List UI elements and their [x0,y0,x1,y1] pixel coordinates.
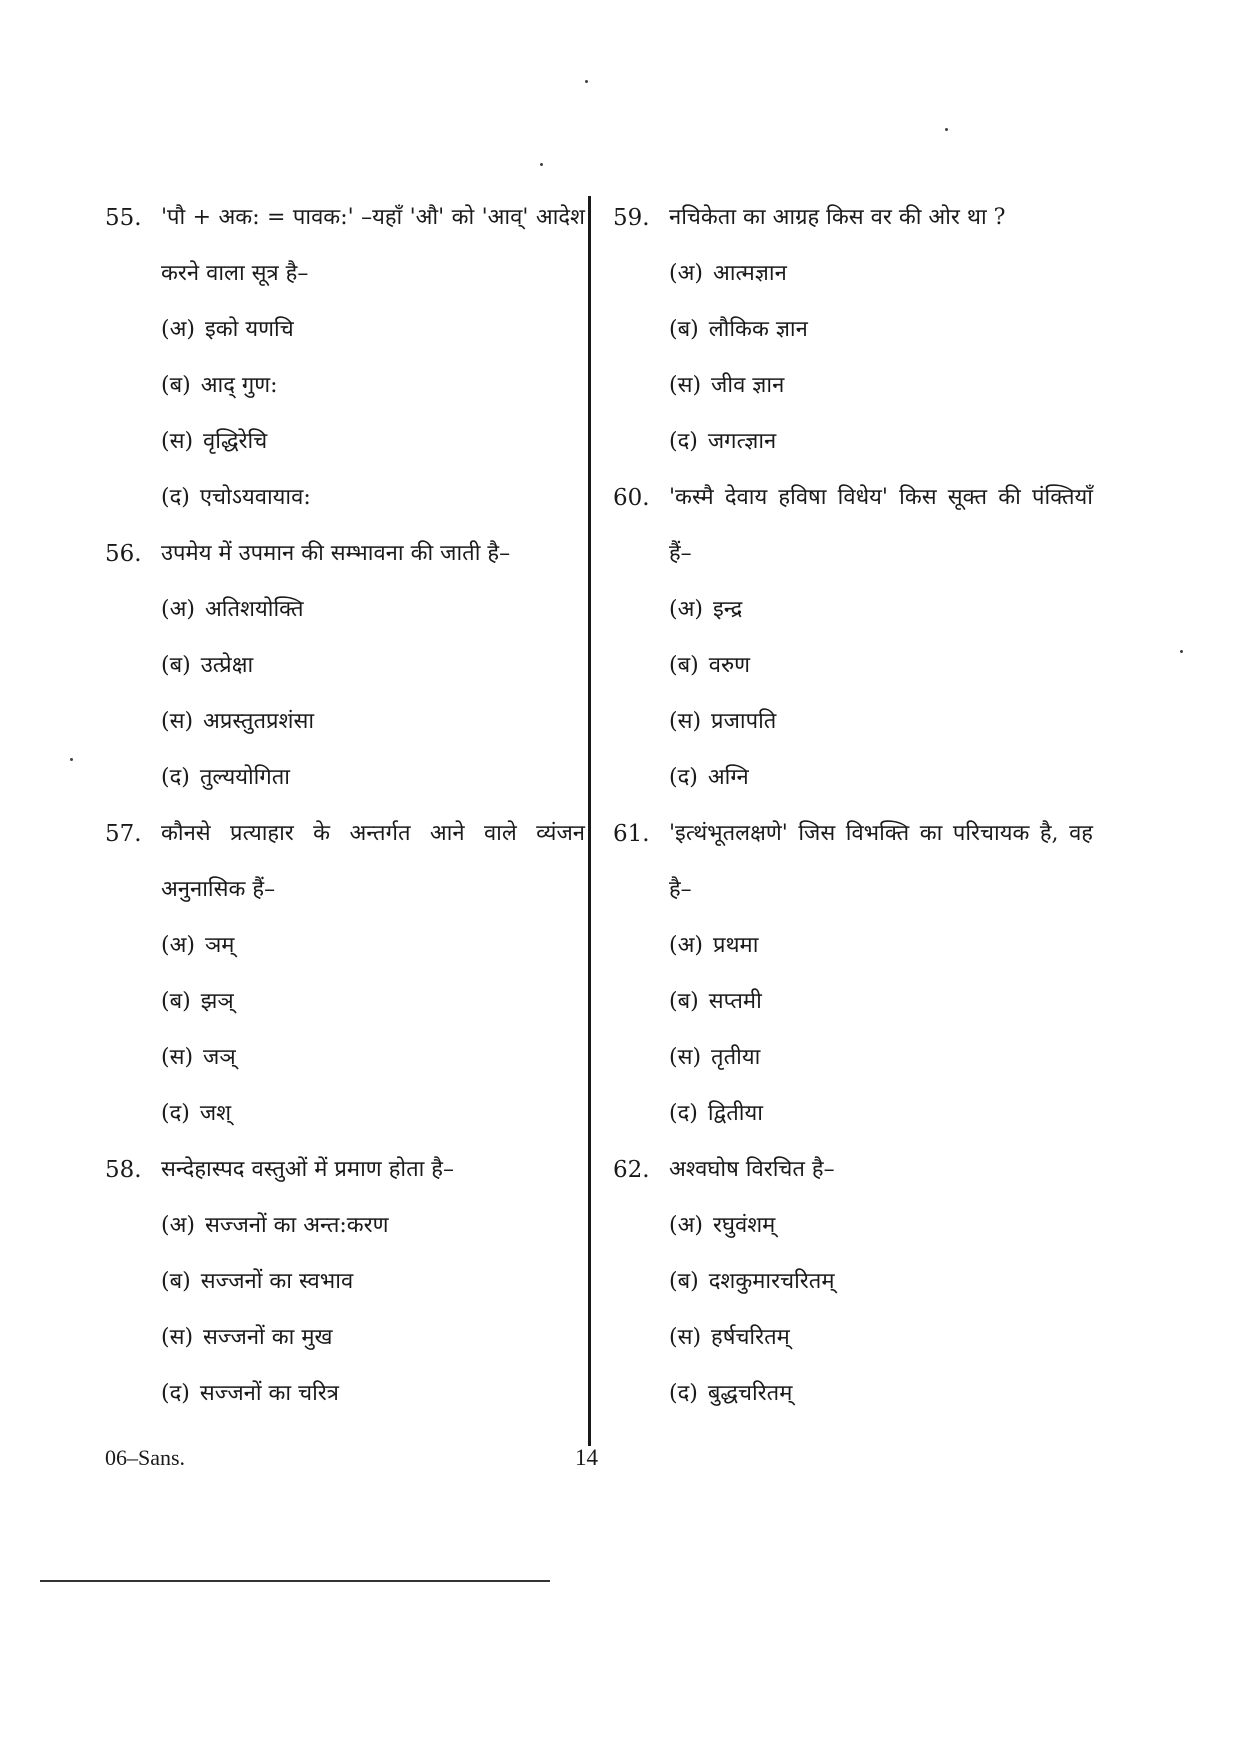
question-stem [105,526,585,582]
answer-option [669,1030,1093,1086]
answer-option [669,974,1093,1030]
answer-option [669,414,1093,470]
option-text: द्वितीया [707,1101,763,1126]
question-number: 62. [613,1157,650,1183]
option-label: (अ) [669,933,703,958]
question-text: उपमेय में उपमान की सम्भावना की जाती है– [161,541,511,566]
answer-option [161,302,585,358]
question-number: 60. [613,485,650,511]
answer-option [669,1366,1093,1422]
option-label: (स) [161,429,194,454]
option-label: (स) [161,1325,194,1350]
option-text: प्रजापति [711,709,777,734]
option-label: (स) [161,1045,194,1070]
option-text: सज्जनों का मुख [203,1325,333,1350]
option-text: झञ् [200,989,234,1014]
option-label: (द) [669,1381,698,1406]
answer-option [161,1310,585,1366]
answer-option [669,918,1093,974]
question-text: नचिकेता का आग्रह किस वर की ओर था ? [669,205,1006,230]
question-stem [613,190,1093,246]
answer-option [161,694,585,750]
option-text: जञ् [203,1045,236,1070]
answer-option [669,302,1093,358]
question-right-2 [613,470,1093,806]
scan-speck [585,80,588,83]
option-text: उत्प्रेक्षा [200,653,254,678]
option-label: (अ) [161,597,195,622]
option-label: (द) [669,429,698,454]
option-text: प्रथमा [712,933,759,958]
question-number: 61. [613,821,650,847]
option-text: रघुवंशम् [712,1213,776,1238]
option-label: (ब) [669,989,699,1014]
question-text: 'कस्मै देवाय हविषा विधेय' किस सूक्त की पंक्तियाँ हैं– [669,485,1093,566]
option-text: सप्तमी [708,989,762,1014]
question-text: 'पौ + अक: = पावक:' –यहाँ 'औ' को 'आव्' आदेश करने वाला सूत्र है– [161,205,585,286]
option-label: (अ) [161,1213,195,1238]
option-text: तृतीया [711,1045,761,1070]
right-question-column [613,190,1093,1422]
option-label: (अ) [669,597,703,622]
question-number: 56. [105,541,142,567]
question-stem [613,1142,1093,1198]
question-left-1 [105,190,585,526]
option-label: (द) [669,765,698,790]
option-text: हर्षचरितम् [711,1325,790,1350]
option-label: (ब) [161,1269,191,1294]
footer-rule [40,1580,550,1582]
answer-option [669,1198,1093,1254]
option-text: वरुण [708,653,751,678]
option-label: (ब) [161,653,191,678]
option-text: इको यणचि [204,317,294,342]
answer-option [161,582,585,638]
question-number: 55. [105,205,142,231]
option-text: सज्जनों का चरित्र [199,1381,339,1406]
answer-option [161,750,585,806]
option-label: (स) [669,373,702,398]
answer-option [161,1030,585,1086]
question-right-4 [613,1142,1093,1422]
question-stem [105,806,585,918]
option-text: आद् गुण: [200,373,278,398]
option-label: (अ) [669,1213,703,1238]
answer-option [161,974,585,1030]
option-text: अतिशयोक्ति [204,597,304,622]
answer-option [669,582,1093,638]
question-number: 58. [105,1157,142,1183]
paper-code: 06–Sans. [105,1445,186,1470]
question-number: 59. [613,205,650,231]
option-label: (द) [161,765,190,790]
question-stem [613,470,1093,582]
answer-option [161,1254,585,1310]
answer-option [669,1086,1093,1142]
option-label: (ब) [161,373,191,398]
option-label: (द) [161,1101,190,1126]
option-text: ञम् [204,933,235,958]
option-text: इन्द्र [712,597,743,622]
option-text: जश् [199,1101,232,1126]
scan-speck [540,163,543,166]
option-text: सज्जनों का स्वभाव [200,1269,354,1294]
option-label: (अ) [669,261,703,286]
question-text: कौनसे प्रत्याहार के अन्तर्गत आने वाले व्यंजन अनुनासिक हैं– [161,821,585,902]
answer-option [161,638,585,694]
option-label: (द) [161,1381,190,1406]
question-left-4 [105,1142,585,1422]
answer-option [161,358,585,414]
answer-option [669,1310,1093,1366]
question-text: अश्वघोष विरचित है– [669,1157,835,1182]
option-text: आत्मज्ञान [712,261,787,286]
option-label: (ब) [161,989,191,1014]
answer-option [669,1254,1093,1310]
answer-option [161,1086,585,1142]
answer-option [669,358,1093,414]
option-text: दशकुमारचरितम् [708,1269,835,1294]
question-left-2 [105,526,585,806]
option-label: (अ) [161,317,195,342]
option-text: अप्रस्तुतप्रशंसा [203,709,315,734]
question-text: 'इत्थंभूतलक्षणे' जिस विभक्ति का परिचायक है, वह है– [669,821,1093,902]
option-text: बुद्धचरितम् [707,1381,793,1406]
answer-option [669,694,1093,750]
question-right-1 [613,190,1093,470]
question-stem [105,1142,585,1198]
answer-option [161,470,585,526]
option-text: तुल्ययोगिता [199,765,290,790]
option-label: (द) [669,1101,698,1126]
option-label: (द) [161,485,190,510]
option-label: (ब) [669,1269,699,1294]
option-label: (स) [669,1325,702,1350]
column-divider [588,196,591,1446]
answer-option [161,918,585,974]
option-label: (स) [669,1045,702,1070]
question-left-3 [105,806,585,1142]
answer-option [161,1198,585,1254]
option-label: (स) [161,709,194,734]
answer-option [669,750,1093,806]
option-text: अग्नि [707,765,749,790]
scan-speck [945,128,948,131]
answer-option [161,414,585,470]
option-text: जीव ज्ञान [711,373,785,398]
answer-option [669,638,1093,694]
scan-speck [1180,650,1183,653]
scan-speck [70,758,73,761]
option-text: वृद्धिरेचि [203,429,268,454]
question-stem [105,190,585,302]
option-label: (ब) [669,653,699,678]
question-right-3 [613,806,1093,1142]
answer-option [161,1366,585,1422]
question-stem [613,806,1093,918]
option-text: लौकिक ज्ञान [708,317,808,342]
page-number: 14 [575,1445,598,1470]
option-text: सज्जनों का अन्त:करण [204,1213,389,1238]
option-text: जगत्ज्ञान [707,429,777,454]
option-label: (स) [669,709,702,734]
question-text: सन्देहास्पद वस्तुओं में प्रमाण होता है– [161,1157,454,1182]
left-question-column [105,190,585,1422]
question-number: 57. [105,821,142,847]
option-label: (ब) [669,317,699,342]
answer-option [669,246,1093,302]
option-label: (अ) [161,933,195,958]
option-text: एचोऽयवायाव: [199,485,311,510]
